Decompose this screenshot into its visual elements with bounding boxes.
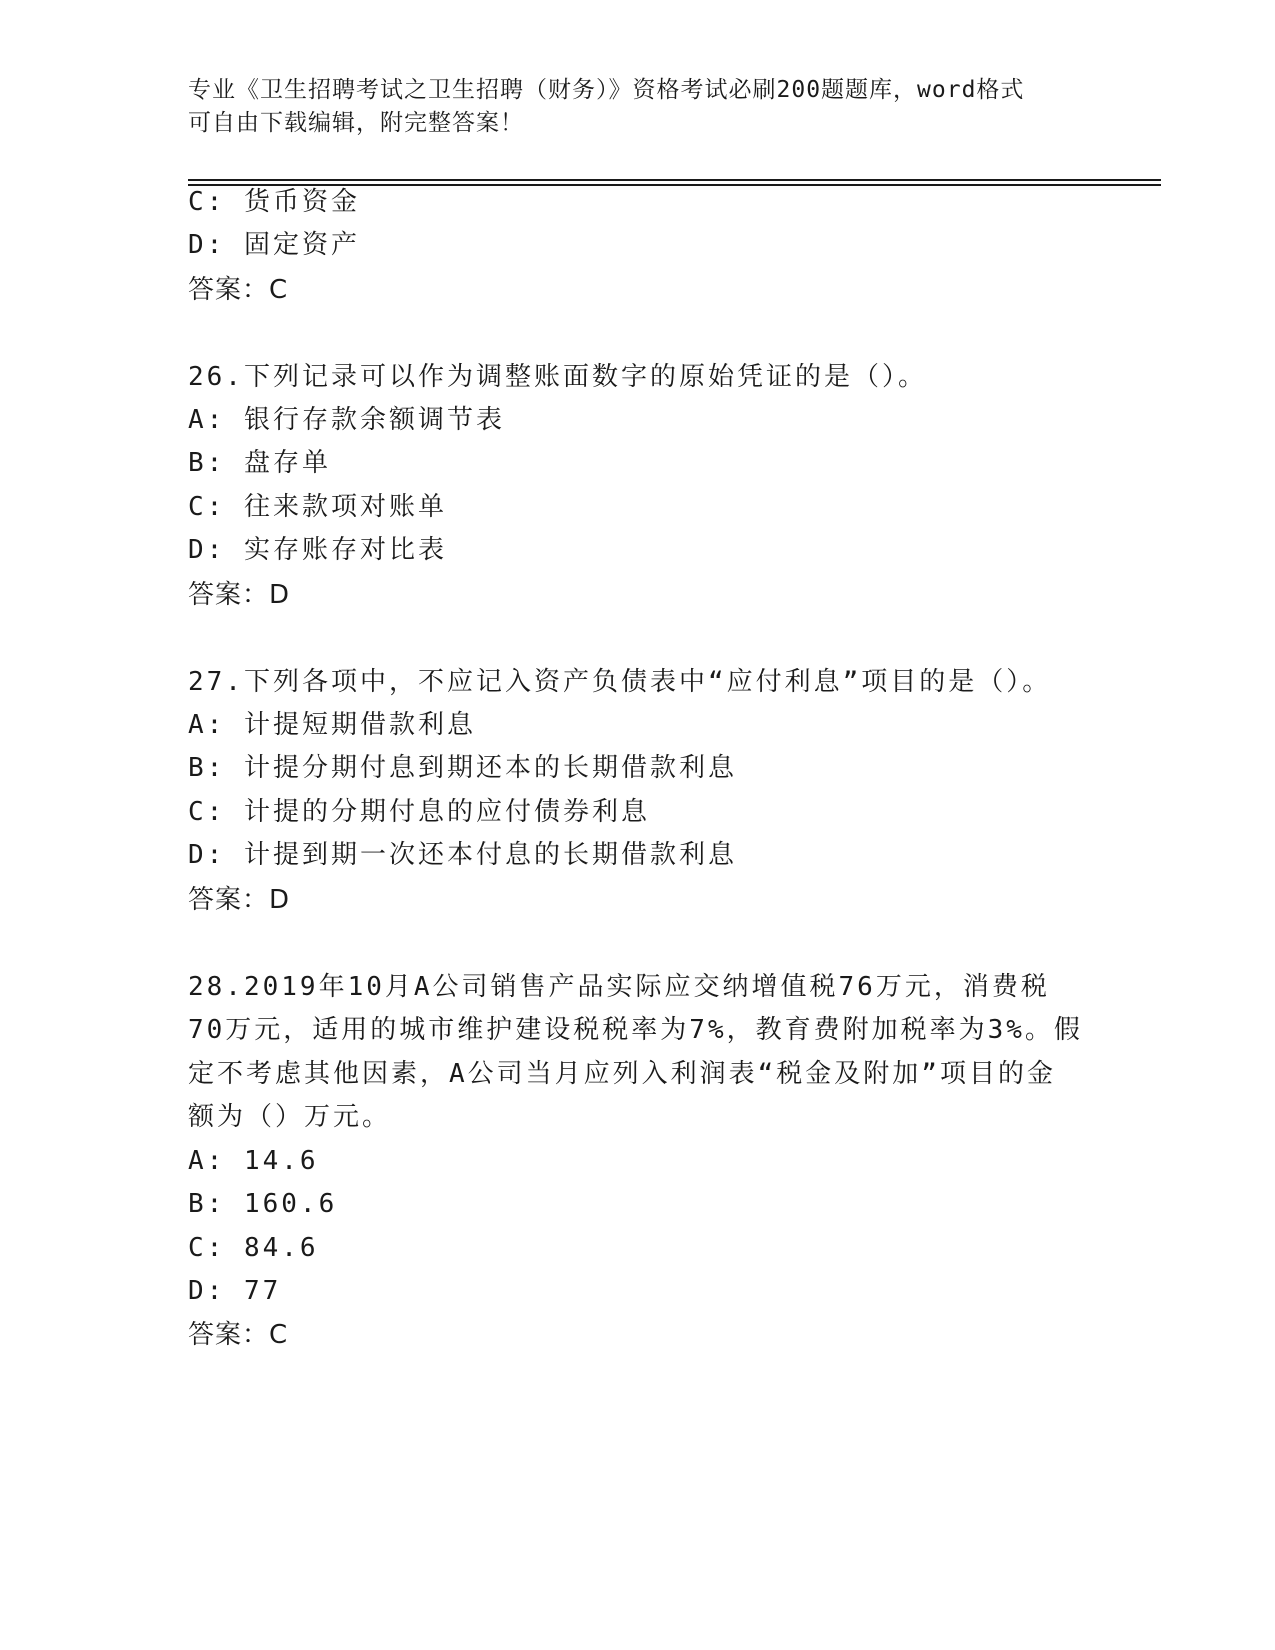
q27-answer: 答案：D (188, 885, 291, 915)
q27-option-b: B: 计提分期付息到期还本的长期借款利息 (188, 753, 737, 783)
q28-stem-line-3: 定不考虑其他因素，A公司当月应列入利润表“税金及附加”项目的金 (188, 1059, 1056, 1089)
q28-stem-line-4: 额为（）万元。 (188, 1102, 392, 1132)
q27-option-d: D: 计提到期一次还本付息的长期借款利息 (188, 840, 737, 870)
q26-option-c: C: 往来款项对账单 (188, 492, 447, 522)
q26-answer: 答案：D (188, 580, 291, 610)
q26-option-a: A: 银行存款余额调节表 (188, 405, 505, 435)
q28-stem-line-1: 28.2019年10月A公司销售产品实际应交纳增值税76万元，消费税 (188, 972, 1050, 1002)
q27-stem: 27.下列各项中，不应记入资产负债表中“应付利息”项目的是（）。 (188, 667, 1052, 697)
header-divider-top (188, 179, 1161, 181)
q26-stem: 26.下列记录可以作为调整账面数字的原始凭证的是（）。 (188, 362, 927, 392)
q27-option-a: A: 计提短期借款利息 (188, 710, 476, 740)
q28-option-d: D: 77 (188, 1276, 282, 1306)
q25-option-d: D: 固定资产 (188, 230, 360, 260)
q28-option-a: A: 14.6 (188, 1146, 319, 1176)
q27-option-c: C: 计提的分期付息的应付债券利息 (188, 797, 650, 827)
q28-option-c: C: 84.6 (188, 1233, 319, 1263)
header-line-1: 专业《卫生招聘考试之卫生招聘（财务）》资格考试必刷200题题库，word格式 (188, 77, 1025, 103)
q25-answer: 答案：C (188, 275, 289, 305)
document-header (188, 74, 1088, 140)
q28-stem-line-2: 70万元，适用的城市维护建设税税率为7%，教育费附加税率为3%。假 (188, 1015, 1083, 1045)
q28-answer: 答案：C (188, 1320, 289, 1350)
header-line-2: 可自由下载编辑，附完整答案！ (188, 110, 524, 136)
q26-option-b: B: 盘存单 (188, 448, 331, 478)
q25-option-c: C: 货币资金 (188, 187, 360, 217)
q26-option-d: D: 实存账存对比表 (188, 535, 447, 565)
q28-option-b: B: 160.6 (188, 1189, 338, 1219)
